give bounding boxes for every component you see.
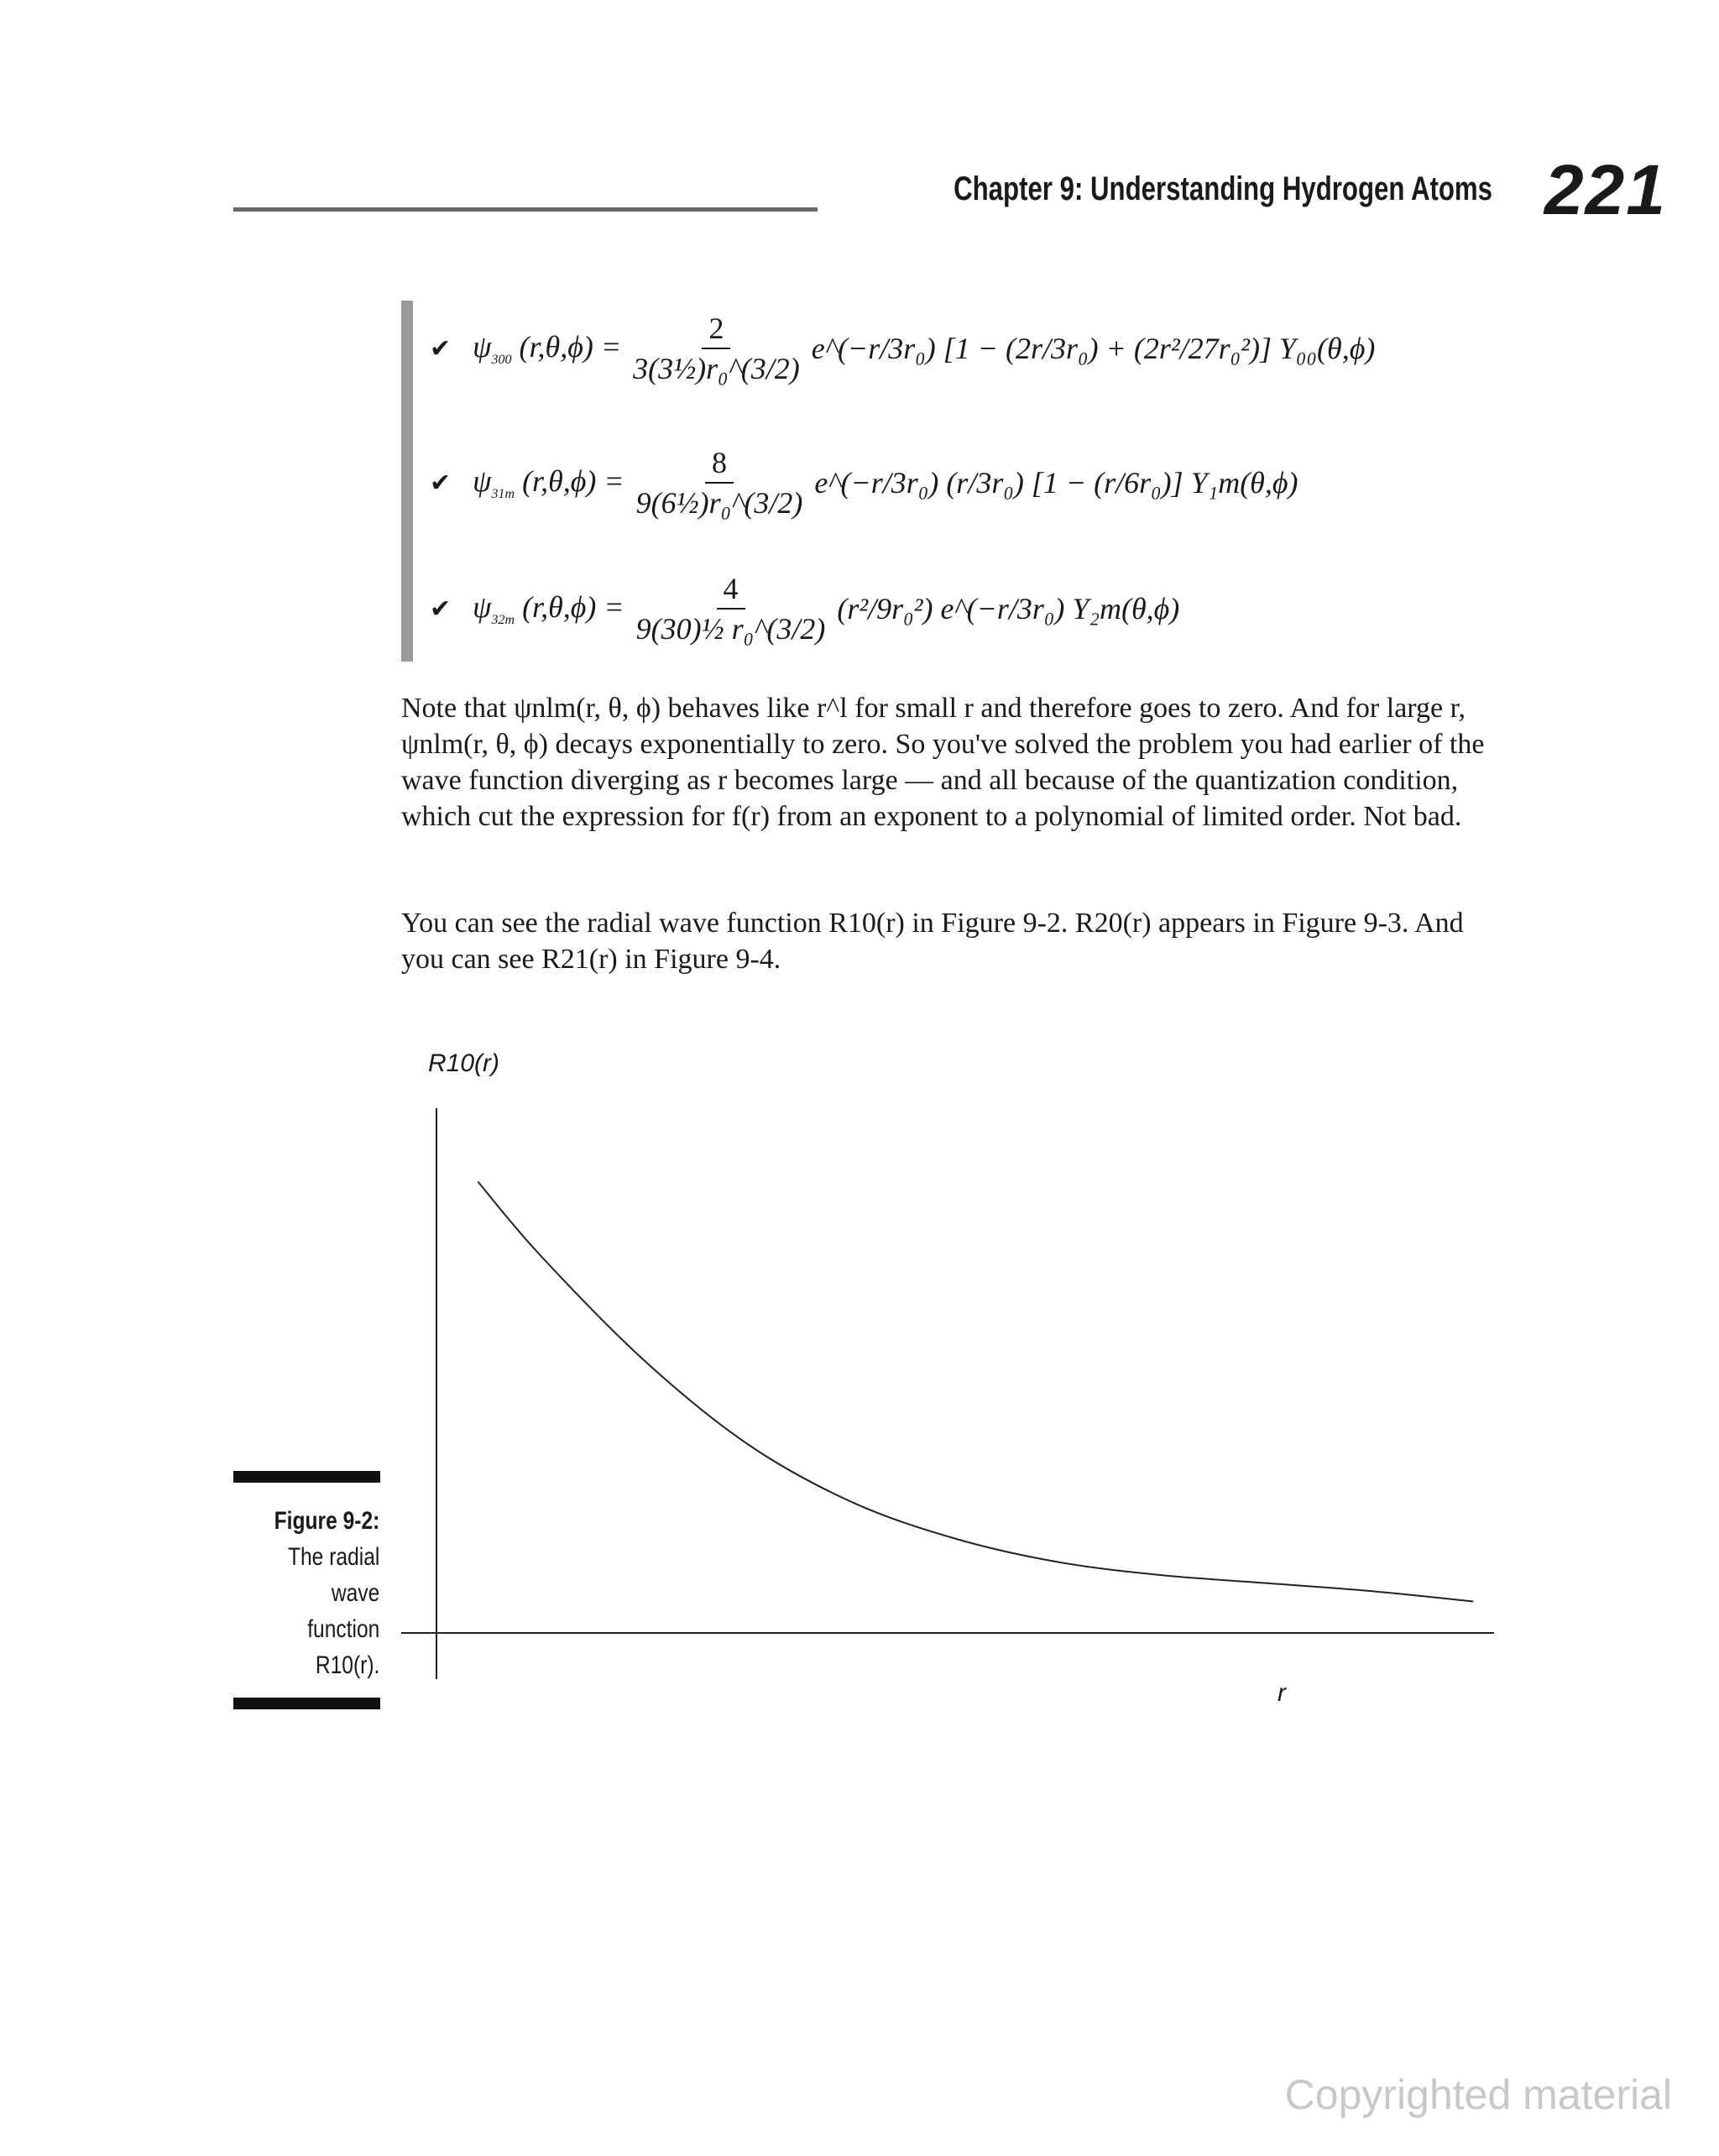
caption-bottom-bar bbox=[233, 1698, 380, 1709]
caption-line: function bbox=[306, 1615, 379, 1643]
equation-coefficient: $\frac{8}{\text{9(6½)r₀\textasciicircum{}(3/2)}}$ bbox=[635, 446, 803, 520]
paragraph-wave-behavior: Note that ψnlm(r, θ, ϕ) behaves like r^l for small r and therefore goes to zero. And for large r, ψnlm(r, θ, ϕ) decays exponentially to zero. So you've solved the problem you had earlier of the wave function diverging as r becomes large — and all because of the quantization condition, which cut the expression for f(r) from an exponent to a polynomial of limited order. Not bad. bbox=[401, 693, 1485, 832]
equation-body: (r²/9r₀²) e^(−r/3r₀) Y₂m(θ,ϕ) bbox=[837, 592, 1180, 625]
equation-coefficient: $\frac{4}{\text{9(30)½ r₀\textasciicircum{}(3/2)}}$ bbox=[635, 572, 826, 646]
figure-caption bbox=[274, 1503, 379, 1683]
paragraph-figure-reference: You can see the radial wave function R10(r) in Figure 9-2. R20(r) appears in Figure 9-3. And you can see R21(r) in Figure 9-4. bbox=[401, 908, 1464, 975]
equation-coefficient: $\frac{2}{\text{3(3½)r₀\textasciicircum{}(3/2)}}$ bbox=[633, 311, 800, 385]
watermark: Copyrighted material bbox=[1284, 2071, 1672, 2118]
equation-lhs: $\psi_{300}$ (r,θ,ϕ) = bbox=[473, 330, 622, 367]
check-bullet-icon: ✔ bbox=[430, 594, 452, 624]
equation-body: e^(−r/3r₀) [1 − (2r/3r₀) + (2r²/27r₀²)] Y₀₀(θ,ϕ) bbox=[811, 332, 1376, 365]
caption-label: Figure 9-2: bbox=[274, 1507, 379, 1535]
page-number: 221 bbox=[1544, 150, 1667, 229]
y-axis-label: R10(r) bbox=[428, 1049, 500, 1077]
equation-lhs: $\psi_{31m}$ (r,θ,ϕ) = bbox=[473, 464, 624, 501]
caption-line: The radial bbox=[287, 1543, 379, 1571]
check-bullet-icon: ✔ bbox=[430, 333, 452, 364]
equation-lhs: $\psi_{32m}$ (r,θ,ϕ) = bbox=[473, 590, 624, 627]
check-bullet-icon: ✔ bbox=[430, 468, 452, 498]
caption-line: wave bbox=[331, 1579, 379, 1607]
series-line-r10 bbox=[478, 1182, 1473, 1602]
x-axis-label: r bbox=[1277, 1679, 1286, 1707]
chapter-title: Chapter 9: Understanding Hydrogen Atoms bbox=[954, 170, 1492, 207]
equation-body: e^(−r/3r₀) (r/3r₀) [1 − (r/6r₀)] Y₁m(θ,ϕ) bbox=[814, 466, 1298, 500]
caption-line: R10(r). bbox=[315, 1651, 379, 1679]
caption-top-bar bbox=[233, 1471, 380, 1483]
